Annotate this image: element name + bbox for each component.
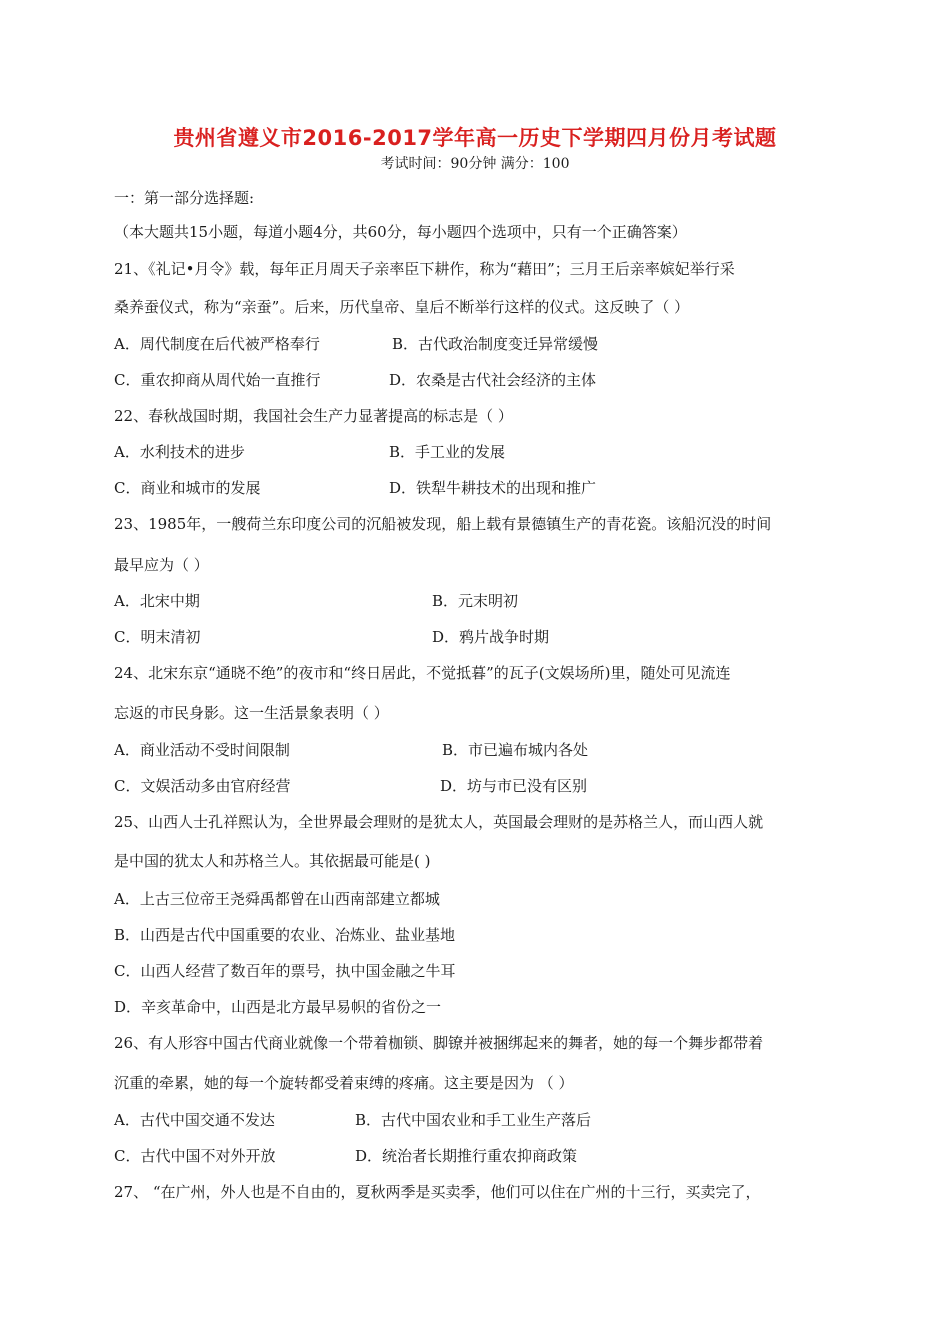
question-27-stem-line1: 27、 “在广州，外人也是不自由的，夏秋两季是买卖季，他们可以住在广州的十三行，买卖完了， — [114, 1183, 761, 1201]
question-25-option-a: A．上古三位帝王尧舜禹都曾在山西南部建立都城 — [114, 890, 440, 908]
question-24-option-d: D．坊与市已没有区别 — [440, 777, 588, 795]
question-26-option-a: A．古代中国交通不发达 — [114, 1111, 275, 1129]
question-22-stem-line1: 22、春秋战国时期，我国社会生产力显著提高的标志是（ ） — [114, 407, 513, 425]
question-21-option-b: B．古代政治制度变迁异常缓慢 — [392, 335, 599, 353]
question-23-option-d: D．鸦片战争时期 — [432, 628, 550, 646]
question-21-option-d: D．农桑是古代社会经济的主体 — [389, 371, 597, 389]
question-25-option-d: D．辛亥革命中，山西是北方最早易帜的省份之一 — [114, 998, 442, 1016]
question-26-option-c: C．古代中国不对外开放 — [114, 1147, 276, 1165]
question-22-option-a: A．水利技术的进步 — [114, 443, 245, 461]
question-22-option-d: D．铁犁牛耕技术的出现和推广 — [389, 479, 597, 497]
question-25-option-c: C．山西人经营了数百年的票号，执中国金融之牛耳 — [114, 962, 456, 980]
question-23-stem-line2: 最早应为（ ） — [114, 556, 209, 574]
question-22-option-b: B．手工业的发展 — [389, 443, 506, 461]
question-24-stem-line2: 忘返的市民身影。这一生活景象表明（ ） — [114, 704, 389, 722]
question-21-option-c: C．重农抑商从周代始一直推行 — [114, 371, 321, 389]
question-21-stem-line1: 21、《礼记•月令》载，每年正月周天子亲率臣下耕作，称为“藉田”；三月王后亲率嫔妃举行采 — [114, 260, 735, 278]
question-26-option-b: B．古代中国农业和手工业生产落后 — [355, 1111, 592, 1129]
question-26-option-d: D．统治者长期推行重农抑商政策 — [355, 1147, 578, 1165]
exam-info: 考试时间：90分钟 满分：100 — [380, 156, 570, 172]
section-heading: 一：第一部分选择题: — [114, 189, 255, 207]
question-26-stem-line2: 沉重的牵累，她的每一个旋转都受着束缚的疼痛。这主要是因为 （ ） — [114, 1074, 574, 1092]
question-23-stem-line1: 23、1985年，一艘荷兰东印度公司的沉船被发现，船上载有景德镇生产的青花瓷。该船沉没的时间 — [114, 515, 772, 533]
question-23-option-c: C．明末清初 — [114, 628, 201, 646]
question-25-stem-line1: 25、山西人士孔祥熙认为，全世界最会理财的是犹太人，英国最会理财的是苏格兰人，而山西人就 — [114, 813, 764, 831]
section-note: （本大题共15小题，每道小题4分，共60分，每小题四个选项中，只有一个正确答案） — [114, 223, 687, 241]
question-24-stem-line1: 24、北宋东京“通晓不绝”的夜市和“终日居此，不觉抵暮”的瓦子(文娱场所)里，随处可见流连 — [114, 664, 731, 682]
question-25-option-b: B．山西是古代中国重要的农业、冶炼业、盐业基地 — [114, 926, 456, 944]
question-24-option-b: B．市已遍布城内各处 — [442, 741, 589, 759]
question-24-option-c: C．文娱活动多由官府经营 — [114, 777, 291, 795]
question-22-option-c: C．商业和城市的发展 — [114, 479, 261, 497]
question-24-option-a: A．商业活动不受时间限制 — [114, 741, 290, 759]
question-25-stem-line2: 是中国的犹太人和苏格兰人。其依据最可能是( ) — [114, 852, 431, 870]
question-23-option-b: B．元末明初 — [432, 592, 519, 610]
question-21-stem-line2: 桑养蚕仪式，称为“亲蚕”。后来，历代皇帝、皇后不断举行这样的仪式。这反映了（ ） — [114, 298, 690, 316]
question-26-stem-line1: 26、有人形容中国古代商业就像一个带着枷锁、脚镣并被捆绑起来的舞者，她的每一个舞步都带着 — [114, 1034, 764, 1052]
question-23-option-a: A．北宋中期 — [114, 592, 200, 610]
question-21-option-a: A．周代制度在后代被严格奉行 — [114, 335, 320, 353]
page-title: 贵州省遵义市2016-2017学年高一历史下学期四月份月考试题 — [173, 126, 777, 150]
